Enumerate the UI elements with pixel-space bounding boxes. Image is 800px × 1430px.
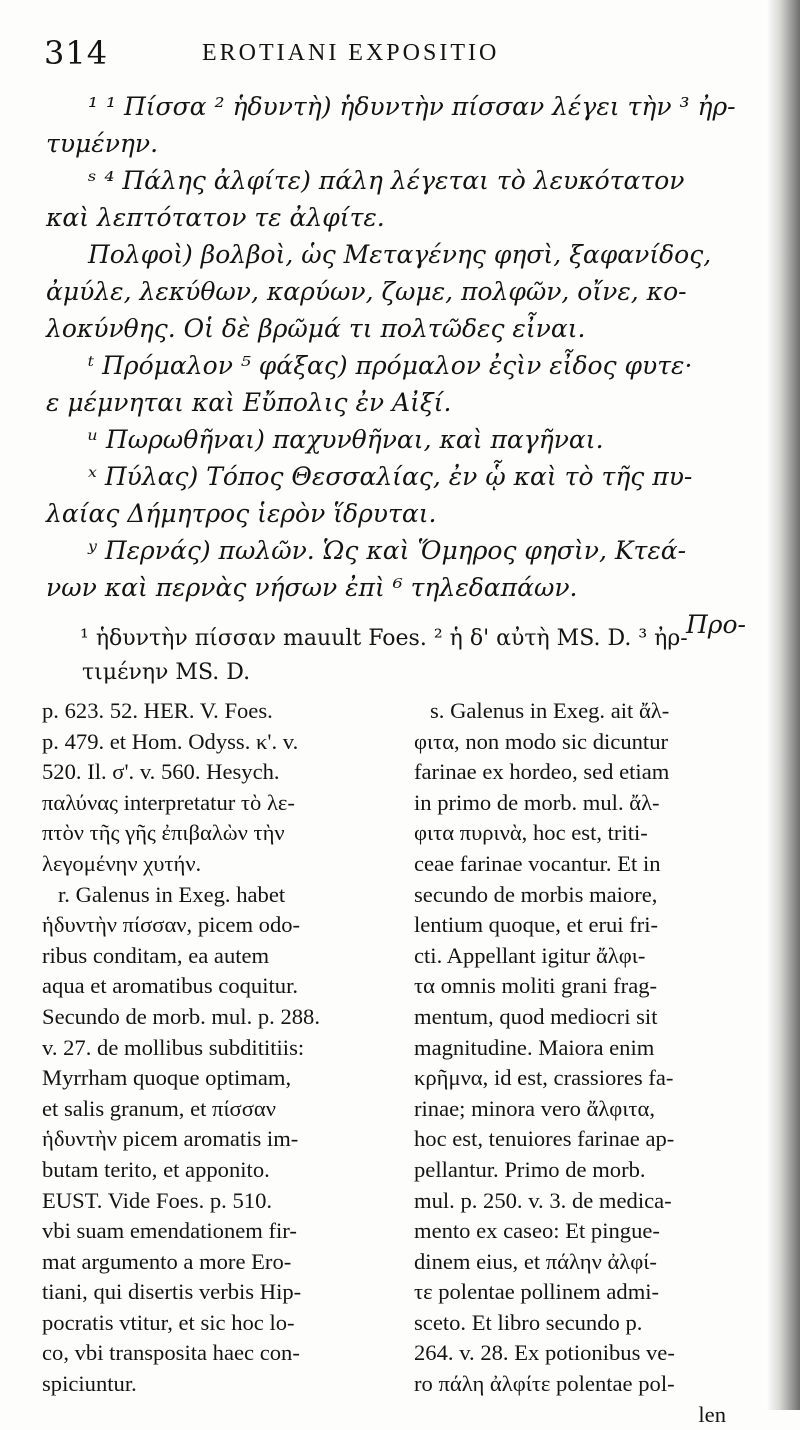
footnote-line: τιμένην MS. D. bbox=[82, 660, 251, 685]
page-header bbox=[44, 34, 744, 78]
book-spine-shadow bbox=[766, 0, 800, 1410]
greek-line: ʸ Περνάς) πωλῶν. Ὡς καὶ Ὅμηρος φησὶν, Κτεά- bbox=[88, 536, 687, 565]
commentary-line: τε polentae pollinem admi- bbox=[414, 1279, 660, 1305]
commentary-line: 264. v. 28. Ex potionibus ve- bbox=[414, 1340, 675, 1366]
commentary-line: sceto. Et libro secundo p. bbox=[414, 1309, 643, 1335]
commentary-line: lentium quoque, et erui fri- bbox=[414, 912, 659, 938]
greek-line: ἀμύλε, λεκύθων, καρύων, ζωμε, πολφῶν, οἴνε, κο- bbox=[46, 277, 687, 306]
commentary-line: ἡδυντὴν picem aromatis im- bbox=[42, 1126, 299, 1152]
commentary-line: spiciuntur. bbox=[42, 1371, 137, 1397]
commentary-line: secundo de morbis maiore, bbox=[414, 881, 658, 907]
commentary-line: κρῆμνα, id est, crassiores fa- bbox=[414, 1065, 674, 1091]
greek-line: λαίας Δήμητρος ἱερὸν ἵδρυται. bbox=[46, 499, 437, 528]
footnote-line: ¹ ἡδυντὴν πίσσαν mauult Foes. ² ἡ δ' αὐτὴ MS. D. ³ ἠρ- bbox=[80, 626, 688, 651]
commentary-line: mat argumento a more Ero- bbox=[42, 1248, 292, 1274]
commentary-line: co, vbi transposita haec con- bbox=[42, 1340, 300, 1366]
commentary-line: vbi suam emendationem fir- bbox=[42, 1218, 297, 1244]
page-number: 314 bbox=[44, 34, 109, 72]
greek-line: ᵗ Πρόμαλον ⁵ φάξας) πρόμαλον ἐςὶν εἶδος φυτε· bbox=[88, 351, 693, 380]
commentary-line: rinae; minora vero ἄλφιτα, bbox=[414, 1095, 655, 1121]
commentary-line: ro πάλη ἀλφίτε polentae pol- bbox=[414, 1371, 675, 1397]
commentary-line: φιτα, non modo sic dicuntur bbox=[414, 728, 669, 754]
commentary-line: ribus conditam, ea autem bbox=[42, 942, 270, 968]
commentary-line: τα omnis moliti grani frag- bbox=[414, 973, 658, 999]
footnotes bbox=[60, 622, 750, 690]
commentary-line: magnitudine. Maiora enim bbox=[414, 1034, 655, 1060]
greek-line: ˣ Πύλας) Τόπος Θεσσαλίας, ἐν ᾧ καὶ τὸ τῆς πυ- bbox=[88, 462, 693, 491]
commentary-line: cti. Appellant igitur ἄλφι- bbox=[414, 942, 646, 968]
commentary-line: r. Galenus in Exeg. habet bbox=[58, 881, 286, 907]
commentary-line: Secundo de morb. mul. p. 288. bbox=[42, 1003, 320, 1029]
commentary-line: φιτα πυρινὰ, hoc est, triti- bbox=[414, 820, 648, 846]
greek-line: τυμένην. bbox=[46, 129, 159, 158]
catchword: Προ- bbox=[686, 610, 746, 639]
commentary-line: tiani, qui disertis verbis Hip- bbox=[42, 1279, 302, 1305]
commentary-line: ceae farinae vocantur. Et in bbox=[414, 850, 661, 876]
commentary-line: πτὸν τῆς γῆς ἐπιβαλὼν τὴν bbox=[42, 820, 285, 846]
greek-line: ˢ ⁴ Πάλης ἀλφίτε) πάλη λέγεται τὸ λευκότατον bbox=[88, 166, 685, 195]
commentary-line: ἡδυντὴν πίσσαν, picem odo- bbox=[42, 912, 301, 938]
greek-line: νων καὶ περνὰς νήσων ἐπὶ ⁶ τηλεδαπάων. bbox=[46, 573, 578, 602]
running-title: EROTIANI EXPOSITIO bbox=[202, 40, 500, 66]
commentary-line: s. Galenus in Exeg. ait ἄλ- bbox=[430, 698, 670, 723]
commentary-line: len bbox=[698, 1401, 726, 1427]
greek-line: ¹ ¹ Πίσσα ² ἡδυντὴ) ἡδυντὴν πίσσαν λέγει τὴν ³ ἠρ- bbox=[88, 92, 736, 121]
commentary-line: mul. p. 250. v. 3. de medica- bbox=[414, 1187, 672, 1213]
commentary-line: hoc est, tenuiores farinae ap- bbox=[414, 1126, 675, 1152]
commentary-line: Myrrham quoque optimam, bbox=[42, 1065, 292, 1091]
commentary-line: 520. Il. σ'. v. 560. Hesych. bbox=[42, 759, 280, 785]
commentary-line: butam terito, et apponito. bbox=[42, 1156, 270, 1182]
commentary-line: παλύνας interpretatur τὸ λε- bbox=[42, 789, 295, 815]
commentary-line: aqua et aromatibus coquitur. bbox=[42, 973, 298, 999]
commentary-line: farinae ex hordeo, sed etiam bbox=[414, 759, 670, 785]
commentary-line: p. 479. et Hom. Odyss. κ'. v. bbox=[42, 728, 299, 754]
commentary-line: dinem eius, et πάλην ἀλφί- bbox=[414, 1248, 657, 1274]
commentary-line: in primo de morb. mul. ἄλ- bbox=[414, 789, 660, 815]
greek-line: λοκύνθης. Οἱ δὲ βρῶμά τι πολτῶδες εἶναι. bbox=[46, 314, 586, 343]
commentary-line: v. 27. de mollibus subdititiis: bbox=[42, 1034, 305, 1060]
commentary-left-column bbox=[42, 696, 380, 1400]
commentary-line: EUST. Vide Foes. p. 510. bbox=[42, 1187, 273, 1213]
commentary-line: pellantur. Primo de morb. bbox=[414, 1156, 646, 1182]
commentary-line: λεγομένην χυτήν. bbox=[42, 850, 202, 876]
greek-line: ε μέμνηται καὶ Εὔπολις ἐν Αἰξί. bbox=[46, 388, 452, 417]
greek-glossary-text bbox=[46, 88, 746, 643]
commentary-line: p. 623. 52. HER. V. Foes. bbox=[42, 698, 273, 723]
commentary-line: mento ex caseo: Et pingue- bbox=[414, 1218, 660, 1244]
commentary-line: pocratis vtitur, et sic hoc lo- bbox=[42, 1309, 295, 1335]
greek-line: καὶ λεπτότατον τε ἀλφίτε. bbox=[46, 203, 385, 232]
greek-line: ᵘ Πωρωθῆναι) παχυνθῆναι, καὶ παγῆναι. bbox=[88, 425, 604, 454]
commentary-right-column bbox=[414, 696, 726, 1430]
commentary-line: mentum, quod mediocri sit bbox=[414, 1003, 658, 1029]
commentary-line: et salis granum, et πίσσαν bbox=[42, 1095, 276, 1121]
greek-line: Πολφοὶ) βολβοὶ, ὡς Μεταγένης φησὶ, ξαφανίδος, bbox=[88, 240, 712, 269]
